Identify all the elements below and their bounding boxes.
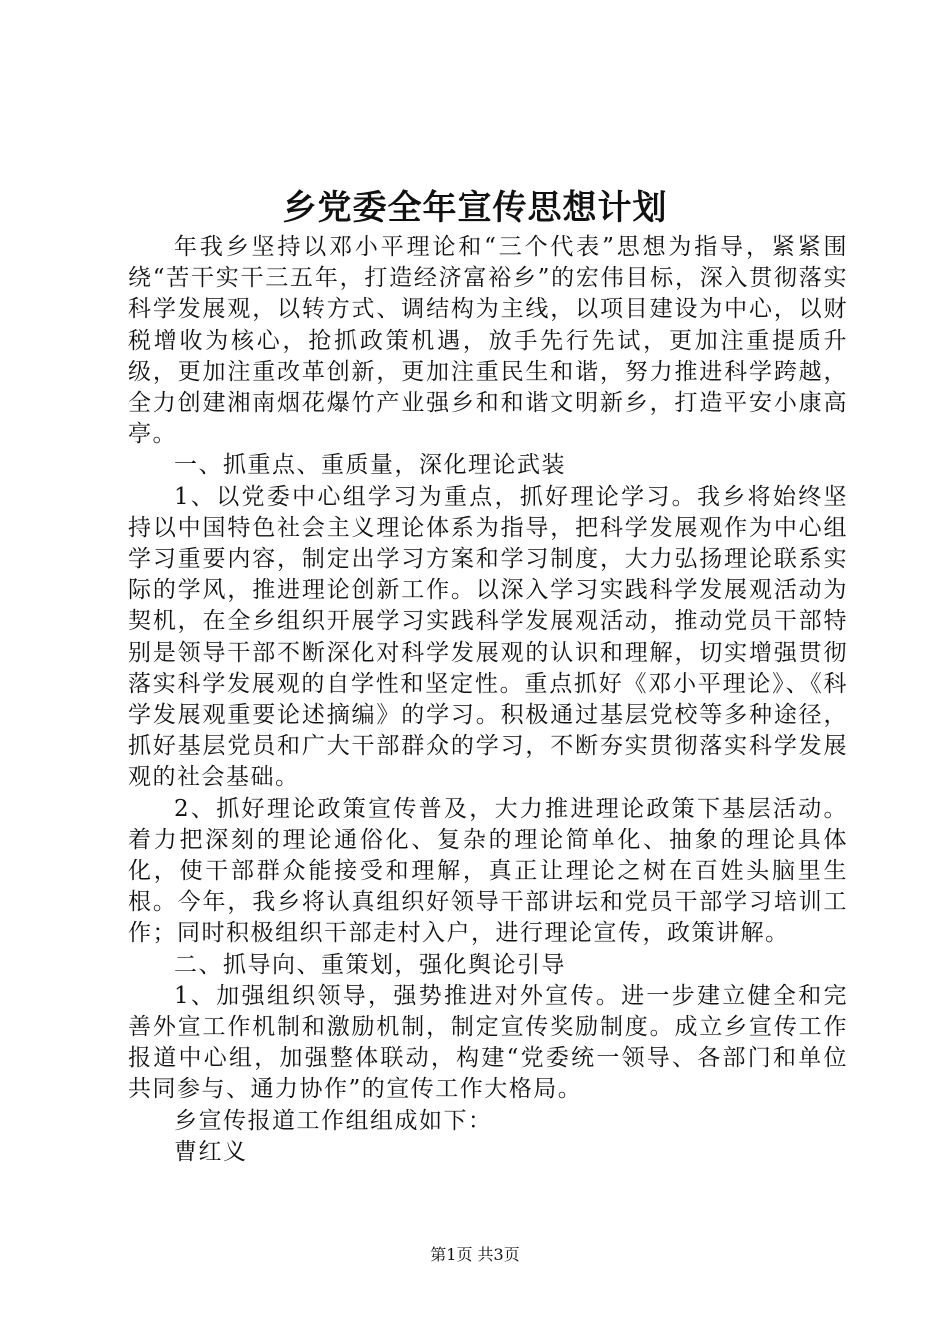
- section-heading-2: 二、抓导向、重策划，强化舆论引导: [174, 951, 566, 978]
- page-footer: 第1页 共3页: [430, 1245, 520, 1264]
- paragraph-member-name: 曹红义: [174, 1138, 248, 1165]
- paragraph-2-1: 1、加强组织领导，强势推进对外宣传。进一步建立健全和完善外宣工作机制和激励机制，制定宣传奖励制度。成立乡宣传工作报道中心组，加强整体联动，构建“党委统一领导、各部门和单位共同参与、通力协作”的宣传工作大格局。: [128, 982, 848, 1103]
- document-title: 乡党委全年宣传思想计划: [282, 188, 668, 228]
- paragraph-group-intro: 乡宣传报道工作组组成如下：: [174, 1107, 493, 1134]
- document-body: [128, 232, 848, 1168]
- paragraph-1-1: 1、以党委中心组学习为重点，抓好理论学习。我乡将始终坚持以中国特色社会主义理论体系为指导，把科学发展观作为中心组学习重要内容，制定出学习方案和学习制度，大力弘扬理论联系实际的学风，推进理论创新工作。以深入学习实践科学发展观活动为契机，在全乡组织开展学习实践科学发展观活动，推动党员干部特别是领导干部不断深化对科学发展观的认识和理解，切实增强贯彻落实科学发展观的自学性和坚定性。重点抓好《邓小平理论》、《科学发展观重要论述摘编》的学习。积极通过基层党校等多种途径，抓好基层党员和广大干部群众的学习，不断夯实贯彻落实科学发展观的社会基础。: [128, 483, 848, 791]
- section-heading-1: 一、抓重点、重质量，深化理论武装: [174, 452, 566, 479]
- paragraph-intro: 年我乡坚持以邓小平理论和“三个代表”思想为指导，紧紧围绕“苦干实干三五年，打造经济富裕乡”的宏伟目标，深入贯彻落实科学发展观，以转方式、调结构为主线，以项目建设为中心，以财税增收为核心，抢抓政策机遇，放手先行先试，更加注重提质升级，更加注重改革创新，更加注重民生和谐，努力推进科学跨越，全力创建湘南烟花爆竹产业强乡和和谐文明新乡，打造平安小康高亭。: [128, 234, 848, 448]
- paragraph-1-2: 2、抓好理论政策宣传普及，大力推进理论政策下基层活动。着力把深刻的理论通俗化、复杂的理论简单化、抽象的理论具体化，使干部群众能接受和理解，真正让理论之树在百姓头脑里生根。今年，我乡将认真组织好领导干部讲坛和党员干部学习培训工作；同时积极组织干部走村入户，进行理论宣传，政策讲解。: [128, 795, 848, 947]
